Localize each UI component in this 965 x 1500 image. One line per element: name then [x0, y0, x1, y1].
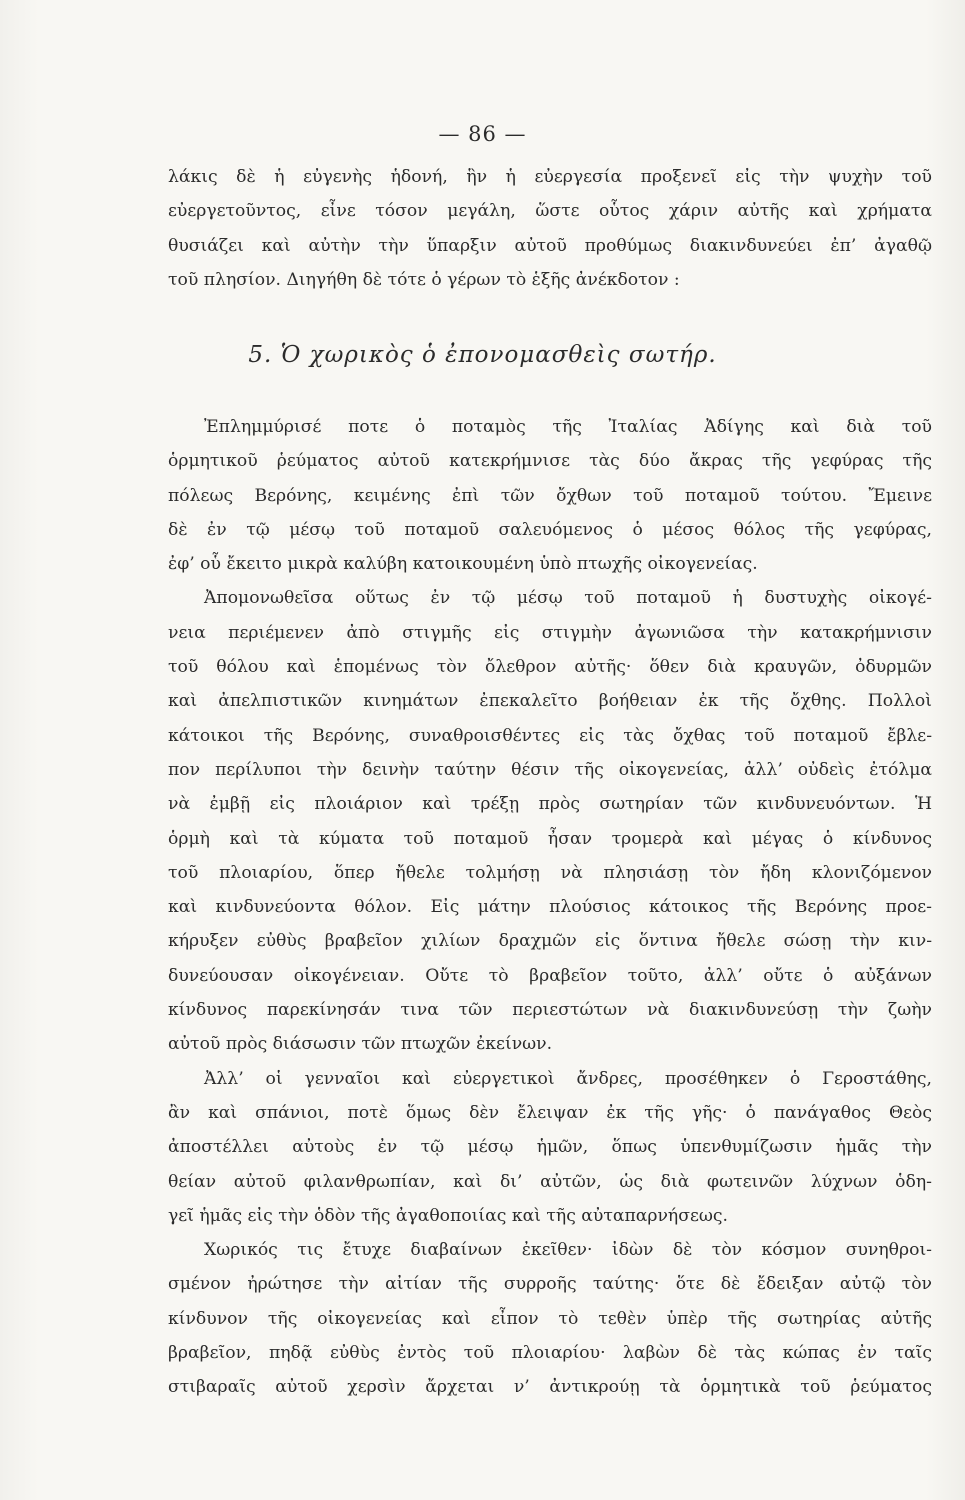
- text-line: ἂν καὶ σπάνιοι, ποτὲ ὅμως δὲν ἔλειψαν ἐκ τῆς γῆς· ὁ πανάγαθος Θεὸς: [168, 1102, 932, 1123]
- text-line: ἐφ’ οὗ ἔκειτο μικρὰ καλύβη κατοικουμένη ὑπὸ πτωχῆς οἰκογενείας.: [168, 554, 758, 575]
- section-heading: 5. Ὁ χωρικὸς ὁ ἐπονομασθεὶς σωτήρ.: [248, 342, 717, 368]
- text-line: πον περίλυποι τὴν δεινὴν ταύτην θέσιν τῆς οἰκογενείας, ἀλλ’ οὐδεὶς ἐτόλμα: [168, 759, 932, 780]
- text-line: ἀποστέλλει αὐτοὺς ἐν τῷ μέσῳ ἡμῶν, ὅπως ὑπενθυμίζωσιν ἡμᾶς τὴν: [168, 1137, 932, 1158]
- intro-paragraph: [168, 160, 932, 297]
- text-line: αὐτοῦ πρὸς διάσωσιν τῶν πτωχῶν ἐκείνων.: [168, 1034, 553, 1055]
- text-line: εὐεργετοῦντος, εἶνε τόσον μεγάλη, ὥστε οὗτος χάριν αὐτῆς καὶ χρήματα: [168, 201, 932, 222]
- text-line: Ἀλλ’ οἱ γενναῖοι καὶ εὐεργετικοὶ ἄνδρες, προσέθηκεν ὁ Γεροστάθης,: [204, 1068, 932, 1089]
- text-line: τοῦ πλησίον. Διηγήθη δὲ τότε ὁ γέρων τὸ ἑξῆς ἀνέκδοτον :: [168, 269, 680, 290]
- text-line: Χωρικός τις ἔτυχε διαβαίνων ἐκεῖθεν· ἰδὼν δὲ τὸν κόσμον συνηθροι-: [204, 1240, 932, 1261]
- text-line: κήρυξεν εὐθὺς βραβεῖον χιλίων δραχμῶν εἰς ὅντινα ἤθελε σώσῃ τὴν κιν-: [168, 931, 932, 952]
- text-line: νεια περιέμενεν ἀπὸ στιγμῆς εἰς στιγμὴν ἀγωνιῶσα τὴν κατακρήμνισιν: [168, 622, 932, 643]
- text-line: Ἀπομονωθεῖσα οὕτως ἐν τῷ μέσῳ τοῦ ποταμοῦ ἡ δυστυχὴς οἰκογέ-: [204, 588, 932, 609]
- text-line: Ἐπλημμύρισέ ποτε ὁ ποταμὸς τῆς Ἰταλίας Ἀδίγης καὶ διὰ τοῦ: [204, 417, 932, 437]
- page-number: — 86 —: [438, 122, 527, 146]
- text-line: κίνδυνον τῆς οἰκογενείας καὶ εἶπον τὸ τεθὲν ὑπὲρ τῆς σωτηρίας αὐτῆς: [168, 1308, 932, 1329]
- text-line: νὰ ἐμβῇ εἰς πλοιάριον καὶ τρέξῃ πρὸς σωτηρίαν τῶν κινδυνευόντων. Ἡ: [168, 794, 932, 815]
- text-line: κάτοικοι τῆς Βερόνης, συναθροισθέντες εἰς τὰς ὄχθας τοῦ ποταμοῦ ἔβλε-: [168, 725, 932, 746]
- text-line: πόλεως Βερόνης, κειμένης ἐπὶ τῶν ὄχθων τοῦ ποταμοῦ τούτου. Ἔμεινε: [168, 485, 932, 506]
- text-line: δὲ ἐν τῷ μέσῳ τοῦ ποταμοῦ σαλευόμενος ὁ μέσος θόλος τῆς γεφύρας,: [168, 519, 932, 540]
- text-line: δυνεύουσαν οἰκογένειαν. Οὔτε τὸ βραβεῖον τοῦτο, ἀλλ’ οὔτε ὁ αὐξάνων: [168, 965, 932, 986]
- text-line: ὁρμητικοῦ ῥεύματος αὐτοῦ κατεκρήμνισε τὰς δύο ἄκρας τῆς γεφύρας τῆς: [168, 451, 932, 472]
- text-line: στιβαραῖς αὐτοῦ χερσὶν ἄρχεται ν’ ἀντικρούῃ τὰ ὁρμητικὰ τοῦ ῥεύματος: [168, 1377, 932, 1398]
- text-line: κίνδυνος παρεκίνησάν τινα τῶν περιεστώτων νὰ διακινδυνεύσῃ τὴν ζωὴν: [168, 1000, 932, 1021]
- text-line: βραβεῖον, πηδᾷ εὐθὺς ἐντὸς τοῦ πλοιαρίου· λαβὼν δὲ τὰς κώπας ἐν ταῖς: [168, 1343, 932, 1364]
- text-line: ὁρμὴ καὶ τὰ κύματα τοῦ ποταμοῦ ἦσαν τρομερὰ καὶ μέγας ὁ κίνδυνος: [168, 828, 932, 849]
- text-line: καὶ κινδυνεύοντα θόλον. Εἰς μάτην πλούσιος κάτοικος τῆς Βερόνης προε-: [168, 897, 932, 918]
- text-line: τοῦ θόλου καὶ ἑπομένως τὸν ὄλεθρον αὐτῆς· ὅθεν διὰ κραυγῶν, ὀδυρμῶν: [168, 657, 932, 678]
- text-line: λάκις δὲ ἡ εὐγενὴς ἡδονή, ἣν ἡ εὐεργεσία προξενεῖ εἰς τὴν ψυχὴν τοῦ: [168, 167, 932, 187]
- story-body: [168, 410, 932, 1405]
- text-line: θυσιάζει καὶ αὐτὴν τὴν ὕπαρξιν αὐτοῦ προθύμως διακινδυνεύει ἐπ’ ἀγαθῷ: [168, 235, 932, 256]
- text-line: καὶ ἀπελπιστικῶν κινημάτων ἐπεκαλεῖτο βοήθειαν ἐκ τῆς ὄχθης. Πολλοὶ: [168, 691, 932, 712]
- text-line: γεῖ ἡμᾶς εἰς τὴν ὁδὸν τῆς ἀγαθοποιίας καὶ τῆς αὐταπαρνήσεως.: [168, 1205, 728, 1226]
- text-line: τοῦ πλοιαρίου, ὅπερ ἤθελε τολμήσῃ νὰ πλησιάσῃ τὸν ἤδη κλονιζόμενον: [168, 862, 932, 883]
- text-line: θείαν αὐτοῦ φιλανθρωπίαν, καὶ δι’ αὐτῶν, ὡς διὰ φωτεινῶν λύχνων ὁδη-: [168, 1171, 932, 1192]
- text-line: σμένον ἠρώτησε τὴν αἰτίαν τῆς συρροῆς ταύτης· ὅτε δὲ ἔδειξαν αὐτῷ τὸν: [168, 1274, 932, 1295]
